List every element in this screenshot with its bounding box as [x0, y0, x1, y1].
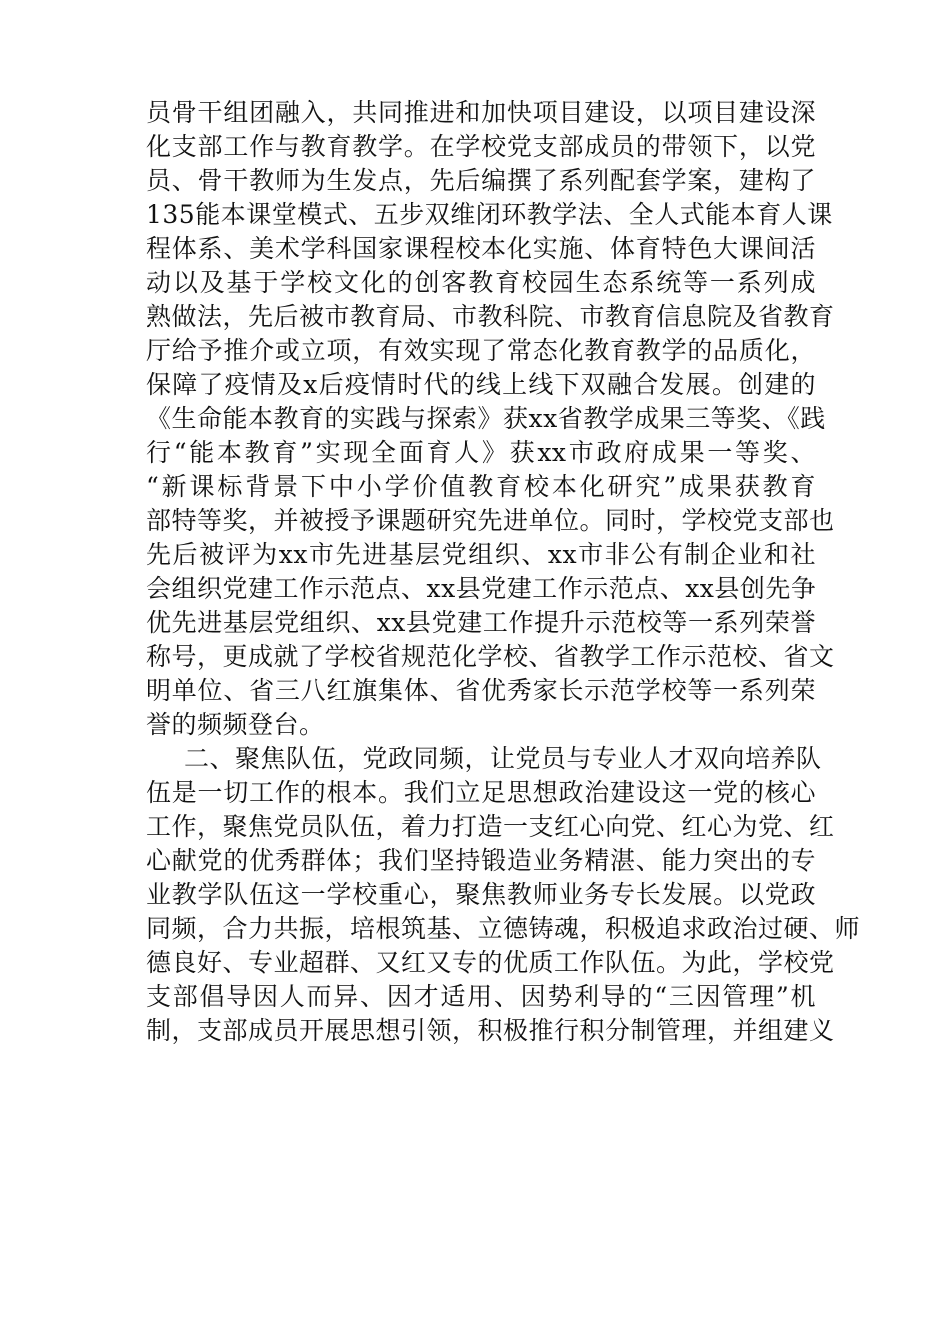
text-line: 支部倡导因人而异、因才适用、因势利导的“三因管理”机 [146, 982, 816, 1011]
text-line: 心献党的优秀群体；我们坚持锻造业务精湛、能力突出的专 [146, 846, 816, 875]
text-line: 熟做法，先后被市教育局、市教科院、市教育信息院及省教育 [146, 302, 835, 331]
text-line: 制，支部成员开展思想引领，积极推行积分制管理，并组建义 [146, 1016, 835, 1045]
text-line: 保障了疫情及x后疫情时代的线上线下双融合发展。创建的 [146, 370, 816, 399]
text-line: 同频，合力共振，培根筑基、立德铸魂，积极追求政治过硬、师 [146, 914, 861, 943]
text-line: 工作，聚焦党员队伍，着力打造一支红心向党、红心为党、红 [146, 812, 835, 841]
text-line: 称号，更成就了学校省规范化学校、省教学工作示范校、省文 [146, 642, 835, 671]
body-text [146, 96, 861, 1048]
text-line: 部特等奖，并被授予课题研究先进单位。同时，学校党支部也 [146, 506, 835, 535]
text-line: 员骨干组团融入，共同推进和加快项目建设，以项目建设深 [146, 98, 816, 127]
text-line: 动以及基于学校文化的创客教育校园生态系统等一系列成 [146, 268, 816, 297]
text-line: 行“能本教育”实现全面育人》获xx市政府成果一等奖、 [146, 438, 816, 467]
text-line: 会组织党建工作示范点、xx县党建工作示范点、xx县创先争 [146, 574, 817, 603]
text-line: 德良好、专业超群、又红又专的优质工作队伍。为此，学校党 [146, 948, 835, 977]
text-line: 《生命能本教育的实践与探索》获xx省教学成果三等奖、《践 [146, 404, 826, 433]
text-line: 化支部工作与教育教学。在学校党支部成员的带领下，以党 [146, 132, 816, 161]
text-line: 优先进基层党组织、xx县党建工作提升示范校等一系列荣誉 [146, 608, 816, 637]
text-line: 程体系、美术学科国家课程校本化实施、体育特色大课间活 [146, 234, 816, 263]
paragraph-end-line: 誉的频频登台。 [146, 710, 325, 739]
text-line: 135能本课堂模式、五步双维闭环教学法、全人式能本育人课 [146, 200, 833, 229]
text-line: “新课标背景下中小学价值教育校本化研究”成果获教育 [146, 472, 816, 501]
text-line: 员、骨干教师为生发点，先后编撰了系列配套学案，建构了 [146, 166, 816, 195]
section-heading-line: 二、聚焦队伍，党政同频，让党员与专业人才双向培养队 [184, 744, 822, 773]
text-line: 先后被评为xx市先进基层党组织、xx市非公有制企业和社 [146, 540, 816, 569]
text-line: 厅给予推介或立项，有效实现了常态化教育教学的品质化， [146, 336, 816, 365]
text-line: 伍是一切工作的根本。我们立足思想政治建设这一党的核心 [146, 778, 816, 807]
text-line: 明单位、省三八红旗集体、省优秀家长示范学校等一系列荣 [146, 676, 816, 705]
text-line: 业教学队伍这一学校重心，聚焦教师业务专长发展。以党政 [146, 880, 816, 909]
